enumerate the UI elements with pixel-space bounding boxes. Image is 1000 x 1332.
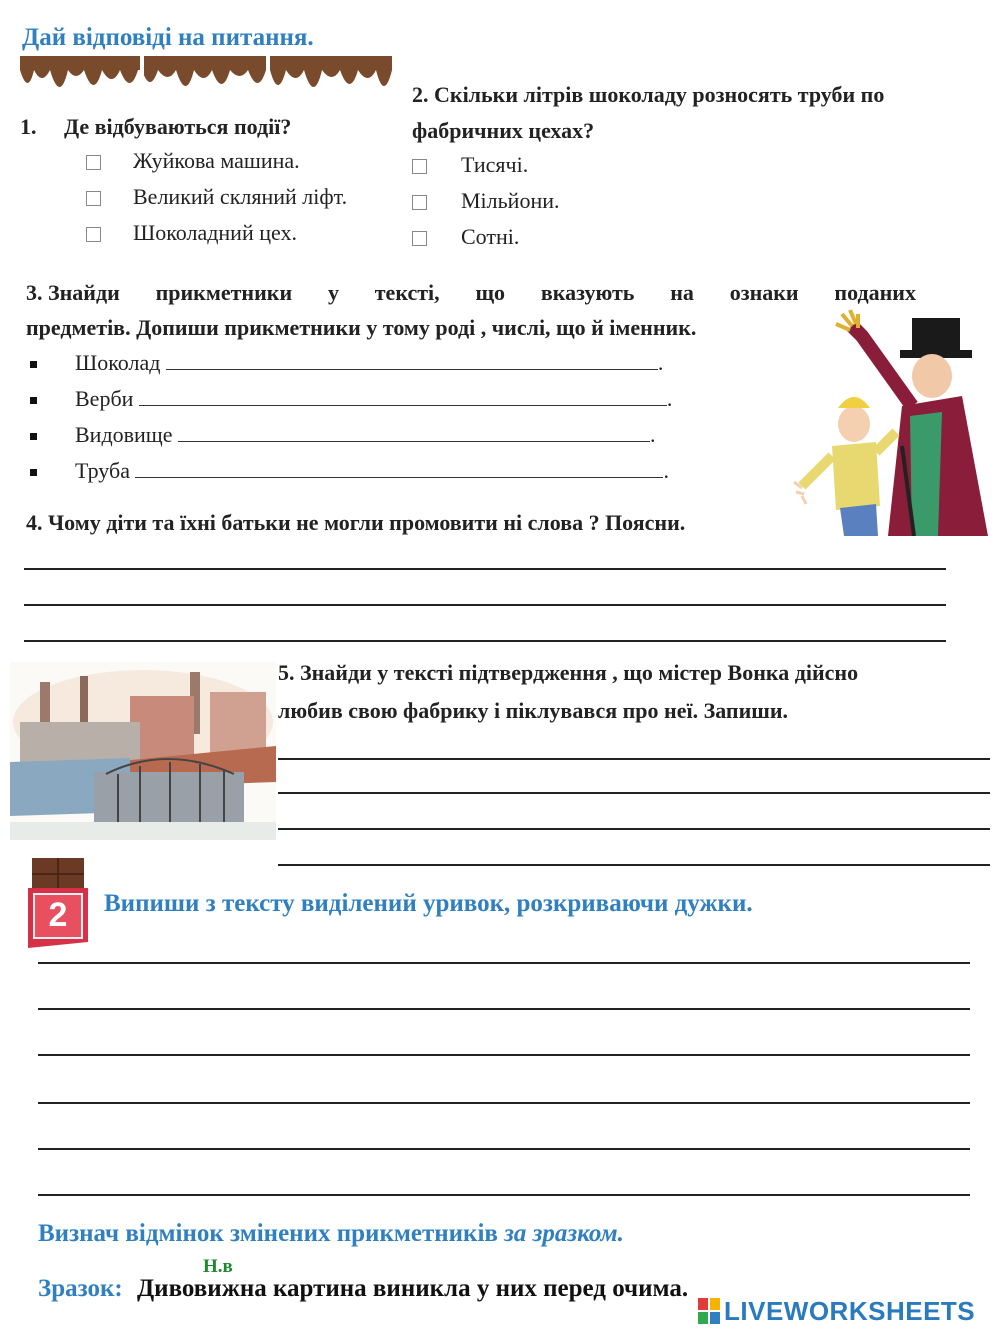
task2-instruction: Випиши з тексту виділений уривок, розкриваючи дужки.: [104, 890, 753, 917]
task2-number: 2: [48, 896, 68, 934]
answer-line[interactable]: [38, 962, 970, 964]
checkbox-icon[interactable]: [86, 155, 101, 170]
q3-item-3: Видовище .: [30, 422, 656, 448]
answer-blank[interactable]: [166, 351, 658, 370]
q3-item-1: Шоколад .: [30, 350, 663, 376]
answer-line[interactable]: [278, 864, 990, 866]
answer-line[interactable]: [24, 568, 946, 570]
q2-option-2[interactable]: Мільйони.: [412, 188, 560, 214]
checkbox-icon[interactable]: [86, 191, 101, 206]
q2-option-3[interactable]: Сотні.: [412, 224, 519, 250]
bullet-icon: [30, 361, 37, 368]
answer-blank[interactable]: [139, 387, 667, 406]
q3-line2: предметів. Допиши прикметники у тому роді , числі, що й іменник.: [26, 315, 697, 340]
answer-line[interactable]: [278, 828, 990, 830]
q2-text-line2: фабричних цехах?: [412, 118, 595, 143]
answer-line[interactable]: [38, 1054, 970, 1056]
answer-line[interactable]: [278, 792, 990, 794]
task3-instruction: Визнач відмінок змінених прикметників за зразком.: [38, 1220, 624, 1247]
answer-line[interactable]: [24, 604, 946, 606]
checkbox-icon[interactable]: [86, 227, 101, 242]
wonka-charlie-illustration: [792, 296, 988, 536]
q1-option-1[interactable]: Жуйкова машина.: [86, 148, 300, 174]
q5-line1: 5. Знайди у тексті підтвердження , що містер Вонка дійсно: [278, 660, 859, 685]
q4-text: 4. Чому діти та їхні батьки не могли промовити ні слова ? Поясни.: [26, 510, 686, 535]
q1-number: 1.: [20, 114, 37, 139]
q2-option-1[interactable]: Тисячі.: [412, 152, 528, 178]
answer-line[interactable]: [38, 1194, 970, 1196]
bullet-icon: [30, 469, 37, 476]
factory-illustration: [10, 662, 276, 840]
case-label: Н.в: [203, 1256, 233, 1277]
page-title: Дай відповіді на питання.: [22, 24, 314, 51]
q1-option-3[interactable]: Шоколадний цех.: [86, 220, 297, 246]
checkbox-icon[interactable]: [412, 231, 427, 246]
q2-text-line1: 2. Скільки літрів шоколаду розносять труби по: [412, 82, 885, 107]
chocolate-bar-badge: [28, 858, 88, 948]
q1-option-2[interactable]: Великий скляний ліфт.: [86, 184, 347, 210]
answer-line[interactable]: [278, 758, 990, 760]
q5-line2: любив свою фабрику і піклувався про неї. Запиши.: [278, 698, 789, 723]
answer-line[interactable]: [38, 1008, 970, 1010]
sample-sentence: Зразок: Дивовижна картина виникла у них перед очима.: [38, 1275, 689, 1302]
answer-blank[interactable]: [135, 459, 663, 478]
checkbox-icon[interactable]: [412, 195, 427, 210]
answer-line[interactable]: [38, 1102, 970, 1104]
bullet-icon: [30, 397, 37, 404]
q3-item-4: Труба .: [30, 458, 669, 484]
q1-text: Де відбуваються події?: [64, 114, 292, 139]
chocolate-drip-decoration: [20, 56, 392, 110]
liveworksheets-logo-icon: [698, 1298, 720, 1324]
answer-line[interactable]: [38, 1148, 970, 1150]
answer-blank[interactable]: [178, 423, 650, 442]
liveworksheets-logo: [698, 1296, 975, 1326]
liveworksheets-logo-text: LIVEWORKSHEETS: [724, 1295, 976, 1326]
answer-line[interactable]: [24, 640, 946, 642]
checkbox-icon[interactable]: [412, 159, 427, 174]
bullet-icon: [30, 433, 37, 440]
q3-line1: 3. Знайди прикметники у тексті, що вказують на ознаки поданих: [26, 280, 916, 305]
q3-item-2: Верби .: [30, 386, 672, 412]
